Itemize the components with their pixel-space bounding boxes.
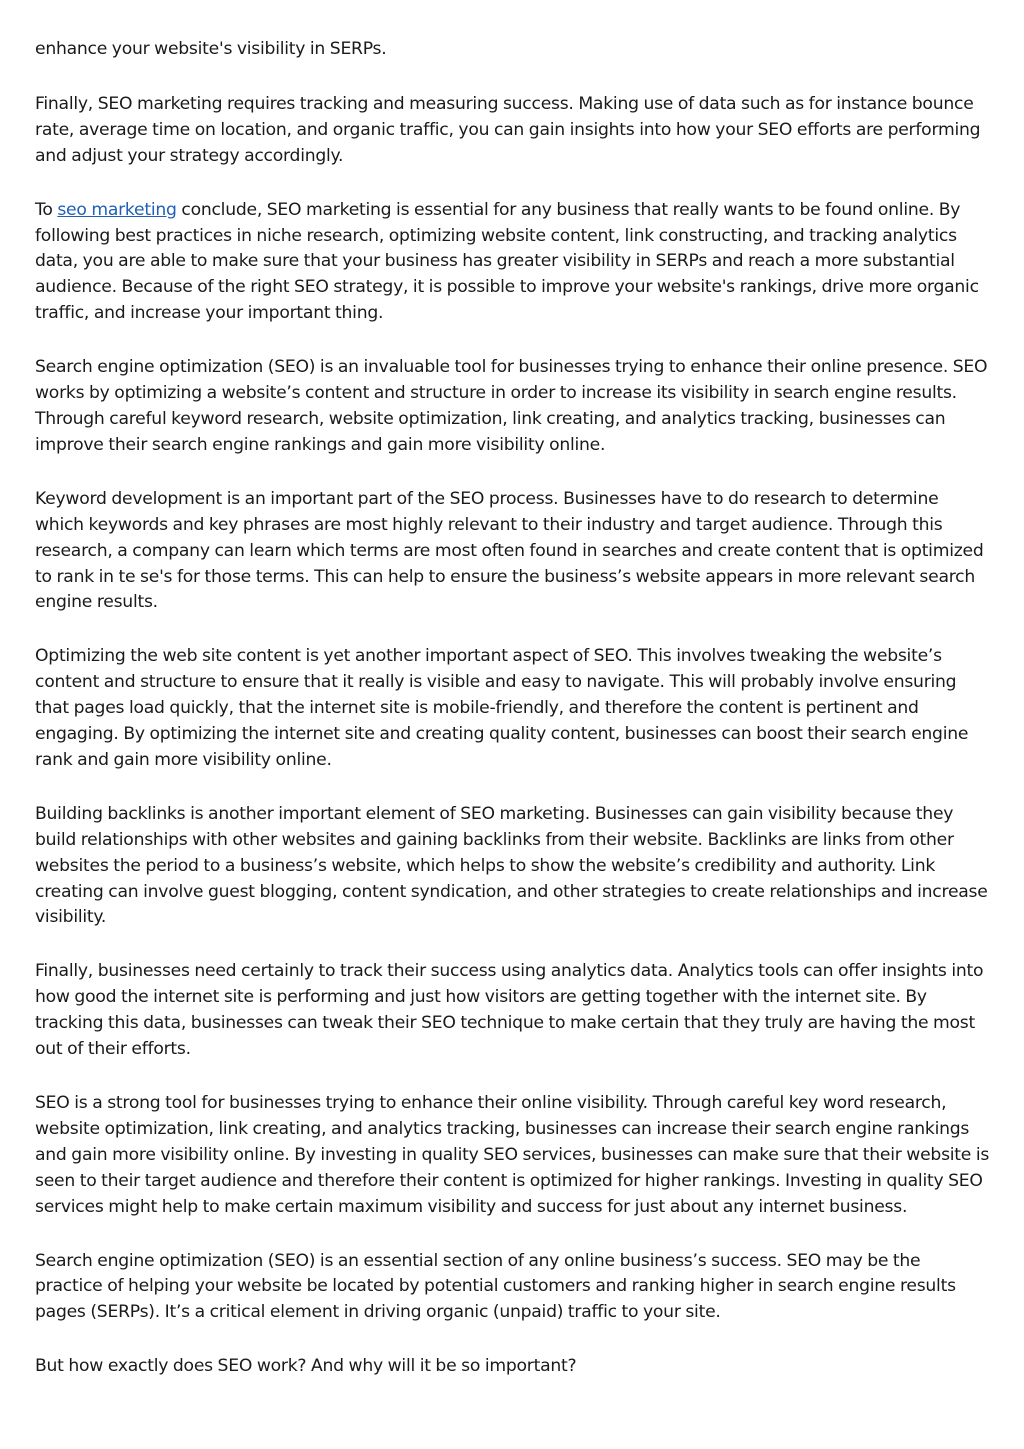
conclusion-text-after: conclude, SEO marketing is essential for any business that really wants to be found online. By following best practices in niche research, optimizing website content, link constructing, and tracking analytics data, you are able to make sure that your business has greater visibility in SERPs and reach a more substantial audience. Because of the right SEO strategy, it is possible to improve your website's rankings, drive more organic traffic, and increase your important thing. <box>35 199 979 324</box>
paragraph-tracking-success: Finally, SEO marketing requires tracking and measuring success. Making use of data such as for instance bounce rate, average time on location, and organic traffic, you can gain insights into how your SEO efforts are performing and adjust your strategy accordingly. <box>35 93 981 166</box>
paragraph-analytics: Finally, businesses need certainly to track their success using analytics data. Analytics tools can offer insights into how good the internet site is performing and just how visitors are getting together with the internet site. By tracking this data, businesses can tweak their SEO technique to make certain that they truly are having the most out of their efforts. <box>35 961 984 1060</box>
paragraph-intro-fragment: enhance your website's visibility in SERPs. <box>35 39 387 59</box>
paragraph-content-optimization: Optimizing the web site content is yet another important aspect of SEO. This involves tweaking the website’s content and structure to ensure that it really is visible and easy to navigate. This will probably involve ensuring that pages load quickly, that the internet site is mobile-friendly, and therefore the content is pertinent and engaging. By optimizing the internet site and creating quality content, businesses can boost their search engine rank and gain more visibility online. <box>35 646 969 770</box>
paragraph-seo-overview: Search engine optimization (SEO) is an invaluable tool for businesses trying to enhance their online presence. SEO works by optimizing a website’s content and structure in order to increase its visibility in search engine results. Through careful keyword research, website optimization, link creating, and analytics tracking, businesses can improve their search engine rankings and gain more visibility online. <box>35 357 988 455</box>
paragraph-question: But how exactly does SEO work? And why will it be so important? <box>35 1356 577 1377</box>
paragraph-keyword-development: Keyword development is an important part of the SEO process. Businesses have to do research to determine which keywords and key phrases are most highly relevant to their industry and target audience. Through this research, a company can learn which terms are most often found in searches and create content that is optimized to rank in te se's for those terms. This can help to ensure the business’s website appears in more relevant search engine results. <box>35 488 984 613</box>
paragraph-seo-strong-tool: SEO is a strong tool for businesses trying to enhance their online visibility. Through careful key word research, website optimization, link creating, and analytics tracking, businesses can increase their search engine rankings and gain more visibility online. By investing in quality SEO services, businesses can make sure that their website is seen to their target audience and therefore their content is optimized for higher rankings. Investing in quality SEO services might help to make certain maximum visibility and success for just about any internet business. <box>35 1093 990 1217</box>
paragraph-conclusion <box>35 198 990 328</box>
conclusion-text-before: To <box>35 199 58 220</box>
document-body <box>35 37 990 1408</box>
paragraph-backlinks: Building backlinks is another important element of SEO marketing. Businesses can gain visibility because they build relationships with other websites and gaining backlinks from their website. Backlinks are links from other websites the period to a business’s website, which helps to show the website’s credibility and authority. Link creating can involve guest blogging, content syndication, and other strategies to create relationships and increase visibility. <box>35 803 988 928</box>
paragraph-seo-essential: Search engine optimization (SEO) is an essential section of any online business’s success. SEO may be the practice of helping your website be located by potential customers and ranking higher in search engine results pages (SERPs). It’s a critical element in driving organic (unpaid) traffic to your site. <box>35 1250 956 1323</box>
seo-marketing-link[interactable]: seo marketing <box>57 199 177 220</box>
